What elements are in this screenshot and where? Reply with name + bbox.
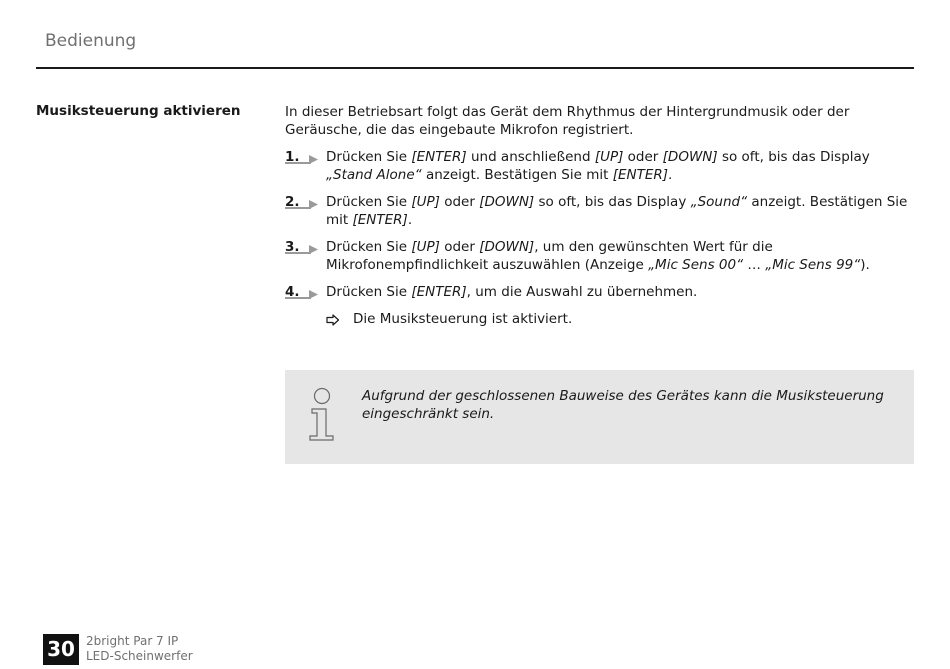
step-text: Drücken Sie [UP] oder [DOWN], um den gewünschten Wert für die Mikrofonempfindlichkeit auszuwählen (Anzeige „Mic Sens 00“ … „Mic Sens 99“). bbox=[326, 239, 870, 273]
info-note-box bbox=[285, 370, 914, 464]
product-type-line: LED-Scheinwerfer bbox=[86, 649, 193, 663]
section-heading: Musiksteuerung aktivieren bbox=[36, 103, 241, 119]
step-result bbox=[326, 310, 915, 332]
step-4 bbox=[285, 283, 915, 301]
step-number: 1. bbox=[285, 149, 300, 165]
info-icon bbox=[307, 387, 337, 441]
product-name-line: 2bright Par 7 IP bbox=[86, 634, 179, 648]
page-number: 30 bbox=[43, 634, 79, 665]
step-marker bbox=[285, 148, 326, 166]
intro-paragraph: In dieser Betriebsart folgt das Gerät dem Rhythmus der Hintergrundmusik oder der Geräusche, die das eingebaute Mikrofon registriert. bbox=[285, 104, 850, 138]
instruction-content bbox=[285, 103, 915, 332]
step-text: Drücken Sie [UP] oder [DOWN] so oft, bis das Display „Sound“ anzeigt. Bestätigen Sie mit [ENTER]. bbox=[326, 194, 908, 228]
step-text: Drücken Sie [ENTER], um die Auswahl zu übernehmen. bbox=[326, 284, 698, 300]
step-3 bbox=[285, 238, 915, 274]
step-number: 2. bbox=[285, 194, 300, 210]
step-marker bbox=[285, 283, 326, 301]
footer-product-name bbox=[86, 634, 193, 664]
page-section-title: Bedienung bbox=[45, 31, 137, 51]
header-divider bbox=[36, 67, 914, 69]
step-marker bbox=[285, 193, 326, 211]
step-marker bbox=[285, 238, 326, 256]
result-arrow-icon bbox=[326, 310, 353, 332]
result-text: Die Musiksteuerung ist aktiviert. bbox=[353, 311, 573, 327]
step-number: 3. bbox=[285, 239, 300, 255]
step-2 bbox=[285, 193, 915, 229]
step-1 bbox=[285, 148, 915, 184]
step-number: 4. bbox=[285, 284, 300, 300]
step-text: Drücken Sie [ENTER] und anschließend [UP] oder [DOWN] so oft, bis das Display „Stand Alone“ anzeigt. Bestätigen Sie mit [ENTER]. bbox=[326, 149, 870, 183]
note-text: Aufgrund der geschlossenen Bauweise des Gerätes kann die Musiksteuerung eingeschränkt sein. bbox=[362, 388, 884, 422]
